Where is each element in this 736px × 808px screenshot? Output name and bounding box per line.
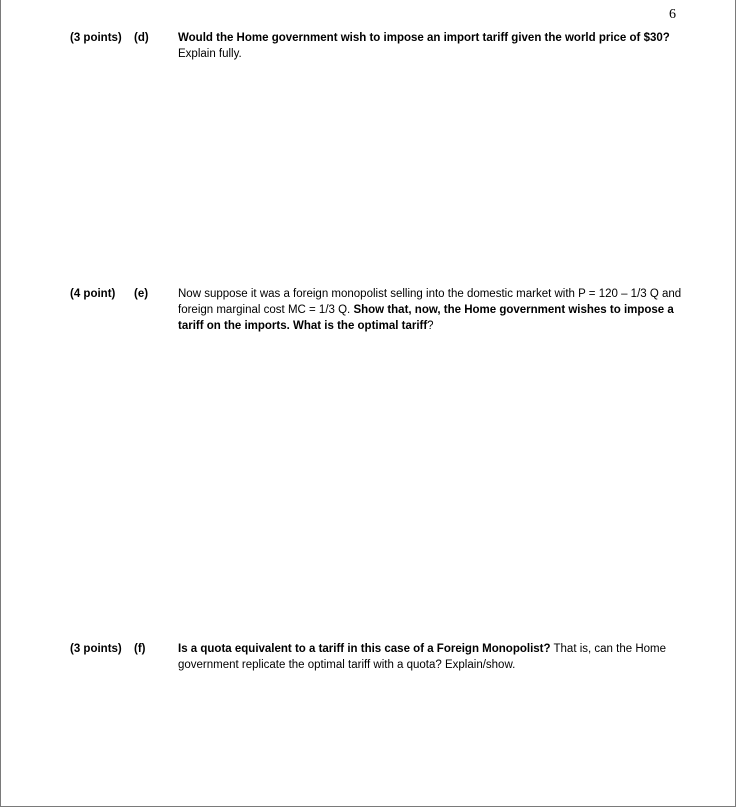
question-points: (3 points) xyxy=(70,643,122,655)
question-part-label: (d) xyxy=(134,32,149,44)
question-bold-text: Would the Home government wish to impose an import tariff given the world price of $30? xyxy=(178,32,670,44)
question-bold-text: Is a quota equivalent to a tariff in this case of a Foreign Monopolist? xyxy=(178,643,551,655)
question-plain-text: Now suppose it was a foreign monopolist selling into the domestic market with P = 120 – 1/3 Q and foreign marginal cost MC = 1/3 Q. xyxy=(178,288,682,316)
question-text xyxy=(178,30,683,62)
question-points: (3 points) xyxy=(70,32,122,44)
question-plain-text: That is, can the Home government replicate the optimal tariff with a quota? Explain/show. xyxy=(178,643,666,671)
question-points: (4 point) xyxy=(70,288,116,300)
question-part-label: (f) xyxy=(134,643,146,655)
question-text xyxy=(178,286,683,334)
question-plain-text-end: ? xyxy=(427,320,434,332)
question-part-label: (e) xyxy=(134,288,149,300)
question-plain-text: Explain fully. xyxy=(178,48,242,60)
question-text xyxy=(178,641,683,673)
question-bold-text: Show that, now, the Home government wishes to impose a tariff on the imports. What is the optimal tariff xyxy=(178,304,674,332)
page-number: 6 xyxy=(669,7,676,22)
